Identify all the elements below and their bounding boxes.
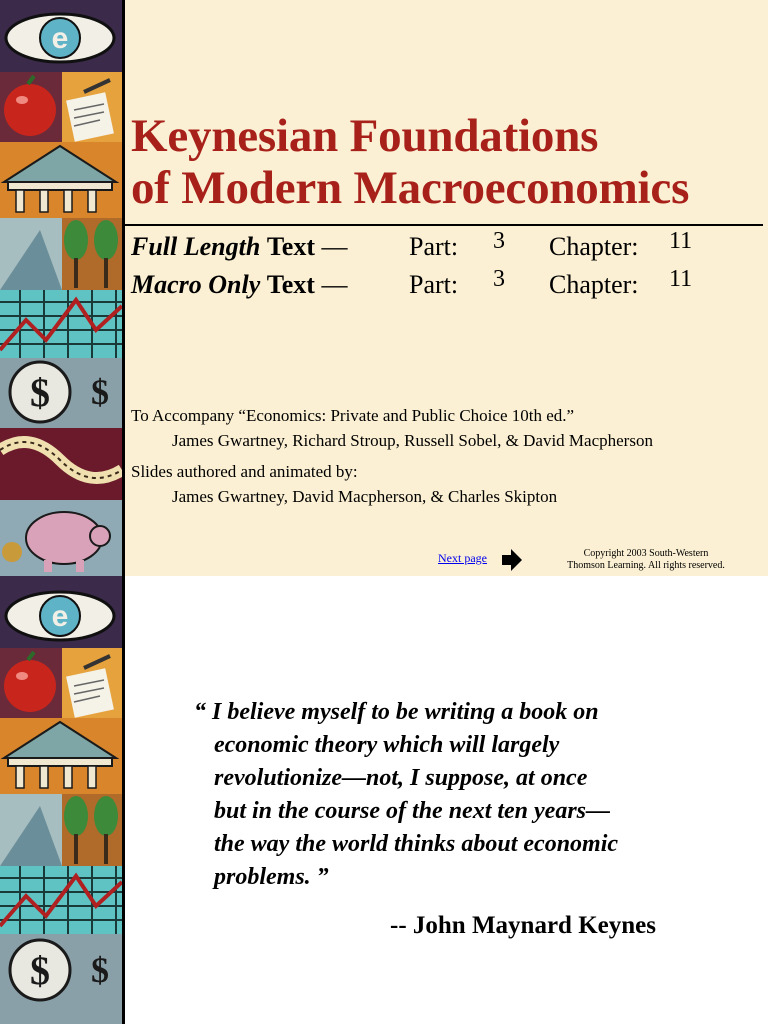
eye-e-icon — [0, 0, 122, 72]
writing-hand-icon — [62, 72, 122, 142]
text-word: Text — [266, 270, 315, 299]
eye-e-icon — [0, 576, 122, 648]
chapter-number: 11 — [669, 266, 693, 292]
quote-line: revolutionize—not, I suppose, at once — [214, 765, 588, 791]
accompany-text: To Accompany “Economics: Private and Public Choice 10th ed.” — [131, 406, 575, 425]
part-number: 3 — [493, 266, 505, 292]
part-number: 3 — [493, 228, 505, 254]
text-word: Text — [266, 232, 315, 261]
keynes-quote — [194, 696, 734, 894]
title-line-1: Keynesian Foundations — [131, 110, 599, 162]
quote-line: but in the course of the next ten years— — [214, 798, 611, 824]
full-length-text-line — [131, 228, 693, 266]
chapter-label: Chapter: — [549, 270, 639, 299]
chapter-number: 11 — [669, 228, 693, 254]
chapter-label: Chapter: — [549, 232, 639, 261]
svg-text:$: $ — [30, 948, 50, 993]
title-line-2: of Modern Macroeconomics — [131, 162, 690, 214]
svg-text:$: $ — [91, 372, 109, 412]
title-divider — [125, 224, 763, 226]
edition-label: Full Length — [131, 232, 261, 261]
copyright-notice — [556, 548, 736, 572]
piggy-bank-icon — [0, 500, 122, 576]
dollar-icon — [0, 934, 122, 1024]
chart-grid-icon — [0, 290, 122, 358]
svg-text:e: e — [51, 22, 69, 55]
copyright-line-2: Thomson Learning. All rights reserved. — [567, 560, 725, 571]
trees-icon — [0, 794, 122, 866]
chart-grid-icon — [0, 866, 122, 934]
writing-hand-icon — [62, 648, 122, 718]
quote-line: problems. ” — [214, 864, 329, 890]
slides-credit-label: Slides authored and animated by: — [131, 462, 358, 481]
book-authors: James Gwartney, Richard Stroup, Russell Sobel, & David Macpherson — [172, 431, 653, 450]
dash: — — [314, 232, 348, 261]
dollar-icon — [0, 358, 122, 428]
quote-line: “ I believe myself to be writing a book on — [194, 699, 599, 725]
art-strip-border — [122, 0, 125, 576]
slide-authors: James Gwartney, David Macpherson, & Charles Skipton — [172, 487, 558, 506]
decorative-art-strip — [0, 0, 122, 576]
quote-attribution: -- John Maynard Keynes — [390, 912, 656, 939]
arrow-right-icon[interactable] — [502, 549, 522, 571]
slide-title — [131, 110, 689, 214]
part-label: Part: — [409, 270, 459, 299]
trees-icon — [0, 218, 122, 290]
svg-text:e: e — [51, 600, 69, 633]
bank-building-icon — [0, 718, 122, 794]
quote-line: economic theory which will largely — [214, 732, 560, 758]
next-page-link[interactable]: Next page — [438, 551, 487, 565]
apple-icon — [0, 648, 62, 718]
copyright-line-1: Copyright 2003 South-Western — [583, 548, 709, 559]
quote-line: the way the world thinks about economic — [214, 831, 619, 857]
part-label: Part: — [409, 232, 459, 261]
edition-label: Macro Only — [131, 270, 261, 299]
art-strip-border — [122, 576, 125, 1024]
svg-text:$: $ — [91, 950, 109, 990]
macro-only-text-line — [131, 266, 693, 304]
apple-icon — [0, 72, 62, 142]
decorative-art-strip — [0, 576, 122, 1024]
ribbon-icon — [0, 428, 122, 500]
bank-building-icon — [0, 142, 122, 218]
dash: — — [314, 270, 348, 299]
svg-text:$: $ — [30, 370, 50, 415]
